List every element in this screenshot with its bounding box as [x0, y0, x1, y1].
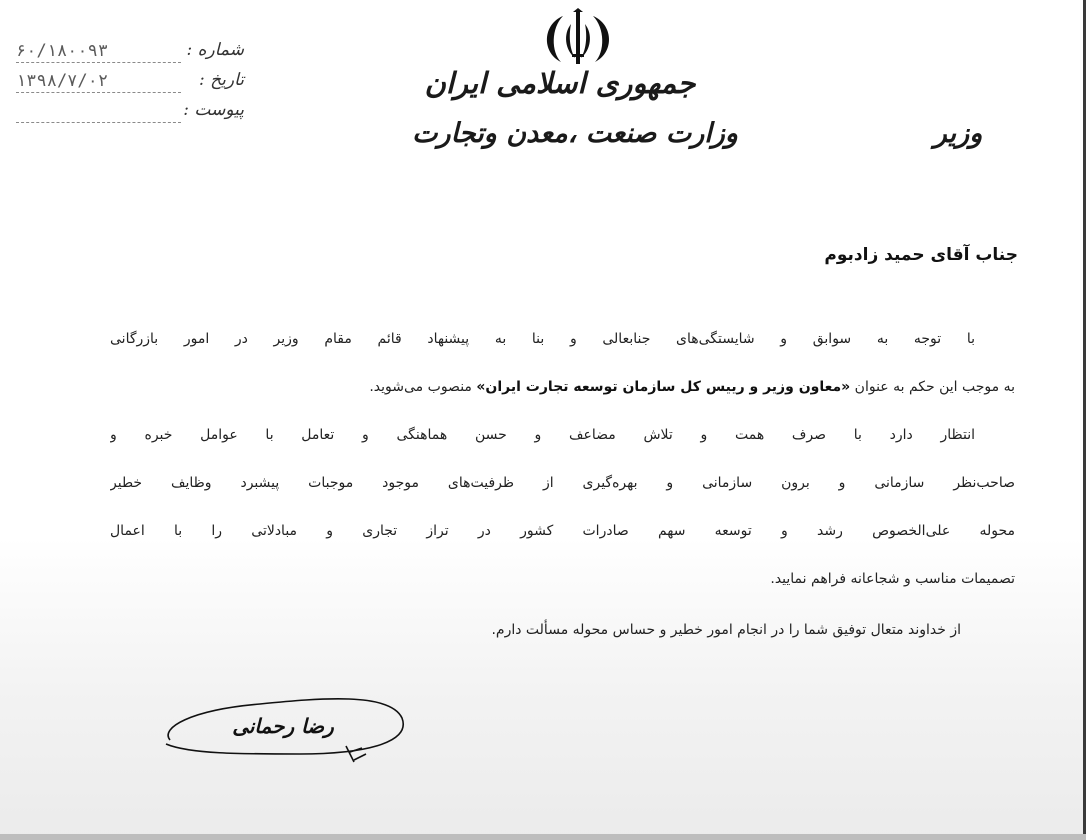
scan-edge-bottom — [0, 834, 1086, 840]
meta-number-label: شماره : — [186, 40, 244, 60]
meta-date-value: ۱۳۹۸/۷/۰۲ — [16, 70, 181, 93]
paragraph-1-line-2-suffix: منصوب می‌شوید. — [369, 379, 477, 395]
closing-sentence: از خداوند متعال توفیق شما را در انجام امور خطیر و حساس محوله مسألت دارم. — [491, 622, 961, 638]
signature — [150, 688, 420, 774]
meta-number-value: ۶۰/۱۸۰۰۹۳ — [16, 40, 181, 63]
letter-meta — [12, 40, 252, 130]
meta-attachment-row — [12, 100, 252, 130]
paragraph-1-line-2-prefix: به موجب این حکم به عنوان — [850, 379, 1015, 395]
meta-attachment-label: پیوست : — [183, 100, 244, 120]
minister-title: وزیر — [933, 118, 983, 149]
paragraph-1-line-1: با توجه به سوابق و شایستگی‌های جنابعالی و بنا به پیشنهاد قائم مقام وزیر در امور بازرگانی — [110, 331, 975, 347]
signer-name: رضا رحمانی — [232, 714, 334, 738]
paragraph-2-line-4: تصمیمات مناسب و شجاعانه فراهم نمایید. — [770, 571, 1015, 587]
meta-date-label: تاریخ : — [199, 70, 244, 90]
appointment-title: «معاون وزیر و رییس کل سازمان توسعه تجارت ایران» — [476, 379, 851, 395]
paragraph-2-line-1: انتظار دارد با صرف همت و تلاش مضاعف و حسن هماهنگی و تعامل با عوامل خبره و — [110, 427, 975, 443]
paragraph-1-line-2 — [110, 370, 1015, 418]
addressee: جناب آقای حمید زادبوم — [824, 245, 1018, 265]
paragraph-2-line-2: صاحب‌نظر سازمانی و برون سازمانی و بهره‌گیری از ظرفیت‌های موجود موجبات پیشبرد وظایف خطیر — [110, 475, 1015, 491]
ministry-name: وزارت صنعت ،معدن وتجارت — [412, 118, 738, 149]
meta-number-row — [12, 40, 252, 70]
paragraph-2-line-3: محوله علی‌الخصوص رشد و توسعه سهم صادرات کشور در تراز تجاری و مبادلاتی را با اعمال — [110, 523, 1015, 539]
letter-body — [110, 322, 1015, 610]
meta-attachment-value — [16, 100, 181, 123]
republic-title: جمهوری اسلامی ایران — [424, 66, 696, 100]
meta-date-row — [12, 70, 252, 100]
iran-emblem-icon — [533, 8, 623, 70]
